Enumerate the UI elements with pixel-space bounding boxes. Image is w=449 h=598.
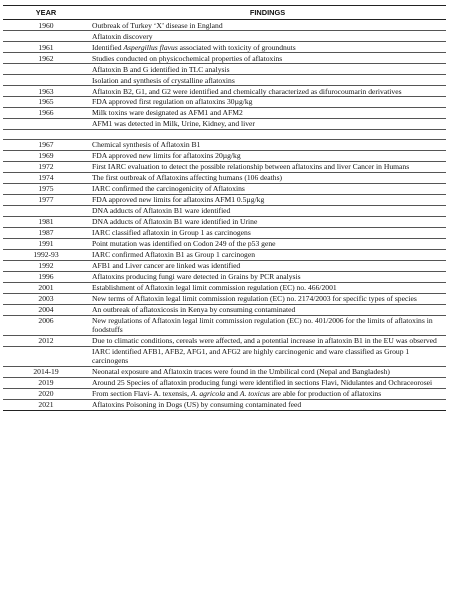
table-row <box>3 119 446 130</box>
table-row <box>3 238 446 249</box>
table-row <box>3 139 446 150</box>
year-cell: 1965 <box>3 97 89 108</box>
table-row <box>3 64 446 75</box>
year-cell: 2021 <box>3 399 89 410</box>
table-row <box>3 227 446 238</box>
finding-cell: DNA adducts of Aflatoxin B1 ware identified in Urine <box>89 216 446 227</box>
finding-cell: Outbreak of Turkey ‘X’ disease in England <box>89 20 446 31</box>
table-row <box>3 86 446 97</box>
table-row <box>3 205 446 216</box>
year-cell: 2019 <box>3 377 89 388</box>
finding-cell: Studies conducted on physicochemical properties of aflatoxins <box>89 53 446 64</box>
year-cell <box>3 346 89 366</box>
finding-cell: FDA approved new limits for aflatoxins 20µg/kg <box>89 150 446 161</box>
year-cell: 1967 <box>3 139 89 150</box>
finding-cell: Aflatoxin B and G identified in TLC analysis <box>89 64 446 75</box>
finding-cell: IARC confirmed the carcinogenicity of Aflatoxins <box>89 183 446 194</box>
finding-cell: IARC identified AFB1, AFB2, AFG1, and AFG2 are highly carcinogenic and ware classified as Group 1 carcinogens <box>89 346 446 366</box>
finding-cell: Chemical synthesis of Aflatoxin B1 <box>89 139 446 150</box>
table-row <box>3 282 446 293</box>
finding-text: and <box>225 389 240 399</box>
finding-text: are able for production of aflatoxins <box>269 389 382 399</box>
table-row <box>3 293 446 304</box>
finding-cell: FDA approved new limits for aflatoxins AFM1 0.5µg/kg <box>89 194 446 205</box>
finding-cell: Aflatoxin discovery <box>89 31 446 42</box>
table-row <box>3 53 446 64</box>
finding-cell: AFM1 was detected in Milk, Urine, Kidney, and liver <box>89 119 446 130</box>
table-row <box>3 216 446 227</box>
year-cell: 1974 <box>3 172 89 183</box>
year-cell: 2003 <box>3 293 89 304</box>
table-row <box>3 346 446 366</box>
finding-cell: An outbreak of aflatoxicosis in Kenya by consuming contaminated <box>89 304 446 315</box>
year-cell: 1991 <box>3 238 89 249</box>
finding-cell: FDA approved first regulation on aflatoxins 30µg/kg <box>89 97 446 108</box>
year-cell: 1981 <box>3 216 89 227</box>
year-cell: 1962 <box>3 53 89 64</box>
finding-text: Identified <box>92 42 124 52</box>
aflatoxin-history-table <box>3 5 446 411</box>
year-cell <box>3 130 89 140</box>
table-body <box>3 20 446 411</box>
finding-cell <box>89 130 446 140</box>
finding-cell: New terms of Aflatoxin legal limit commission regulation (EC) no. 2174/2003 for specific types of species <box>89 293 446 304</box>
year-cell: 2001 <box>3 282 89 293</box>
finding-cell: IARC classified aflatoxin in Group 1 as carcinogens <box>89 227 446 238</box>
findings-column-header: FINDINGS <box>89 6 446 20</box>
table-row <box>3 150 446 161</box>
year-cell: 1972 <box>3 161 89 172</box>
finding-cell: Isolation and synthesis of crystalline aflatoxins <box>89 75 446 86</box>
table-row <box>3 388 446 399</box>
finding-cell <box>89 388 446 399</box>
year-cell: 1975 <box>3 183 89 194</box>
finding-cell: The first outbreak of Aflatoxins affecting humans (106 deaths) <box>89 172 446 183</box>
finding-cell: Around 25 Species of aflatoxin producing fungi were identified in sections Flavi, Nidulantes and Ochraceorosei <box>89 377 446 388</box>
species-name: Aspergillus flavus <box>123 42 178 52</box>
finding-cell: New regulations of Aflatoxin legal limit commission regulation (EC) no. 401/2006 for the limits of aflatoxins in foodstuffs <box>89 315 446 335</box>
year-cell: 2020 <box>3 388 89 399</box>
finding-text: From section Flavi- A. texensis, <box>92 389 191 399</box>
species-name: A. agricola <box>190 389 226 399</box>
finding-cell: Neonatal exposure and Aflatoxin traces were found in the Umbilical cord (Nepal and Bangladesh) <box>89 366 446 377</box>
species-name: A. toxicus <box>239 389 270 399</box>
year-cell: 2012 <box>3 335 89 346</box>
year-cell <box>3 205 89 216</box>
year-cell: 1992-93 <box>3 249 89 260</box>
table-row <box>3 20 446 31</box>
year-cell <box>3 31 89 42</box>
finding-cell: Aflatoxin B2, G1, and G2 were identified and chemically characterized as difurocoumarin derivatives <box>89 86 446 97</box>
table-row <box>3 161 446 172</box>
year-cell: 1963 <box>3 86 89 97</box>
year-cell <box>3 119 89 130</box>
finding-cell: Aflatoxins producing fungi ware detected in Grains by PCR analysis <box>89 271 446 282</box>
year-cell <box>3 75 89 86</box>
header-row <box>3 6 446 20</box>
finding-cell <box>89 42 446 53</box>
year-cell <box>3 64 89 75</box>
table-row <box>3 315 446 335</box>
year-cell: 2006 <box>3 315 89 335</box>
table-row <box>3 304 446 315</box>
finding-cell: First IARC evaluation to detect the possible relationship between aflatoxins and liver Cancer in Humans <box>89 161 446 172</box>
finding-cell: DNA adducts of Aflatoxin B1 ware identified <box>89 205 446 216</box>
year-column-header: YEAR <box>3 6 89 20</box>
table-row <box>3 249 446 260</box>
year-cell: 1996 <box>3 271 89 282</box>
finding-cell: Due to climatic conditions, cereals were affected, and a potential increase in aflatoxin B1 in the EU was observed <box>89 335 446 346</box>
finding-cell: Milk toxins ware designated as AFM1 and AFM2 <box>89 108 446 119</box>
table-row <box>3 172 446 183</box>
finding-cell: AFB1 and Liver cancer are linked was identified <box>89 260 446 271</box>
table-row <box>3 399 446 410</box>
year-cell: 1961 <box>3 42 89 53</box>
finding-text: associated with toxicity of groundnuts <box>177 42 296 52</box>
finding-cell: IARC confirmed Aflatoxin B1 as Group 1 carcinogen <box>89 249 446 260</box>
table-row <box>3 271 446 282</box>
year-cell: 2004 <box>3 304 89 315</box>
year-cell: 1966 <box>3 108 89 119</box>
table-row <box>3 194 446 205</box>
year-cell: 2014-19 <box>3 366 89 377</box>
finding-cell: Point mutation was identified on Codon 249 of the p53 gene <box>89 238 446 249</box>
year-cell: 1987 <box>3 227 89 238</box>
finding-cell: Establishment of Aflatoxin legal limit commission regulation (EC) no. 466/2001 <box>89 282 446 293</box>
year-cell: 1992 <box>3 260 89 271</box>
table-row <box>3 366 446 377</box>
year-cell: 1960 <box>3 20 89 31</box>
table-row <box>3 377 446 388</box>
table-row <box>3 97 446 108</box>
table-row <box>3 108 446 119</box>
year-cell: 1969 <box>3 150 89 161</box>
table-row <box>3 183 446 194</box>
table-row <box>3 75 446 86</box>
year-cell: 1977 <box>3 194 89 205</box>
table-row <box>3 335 446 346</box>
table-row <box>3 260 446 271</box>
table-row <box>3 130 446 140</box>
finding-cell: Aflatoxins Poisoning in Dogs (US) by consuming contaminated feed <box>89 399 446 410</box>
table-row <box>3 31 446 42</box>
table-row <box>3 42 446 53</box>
